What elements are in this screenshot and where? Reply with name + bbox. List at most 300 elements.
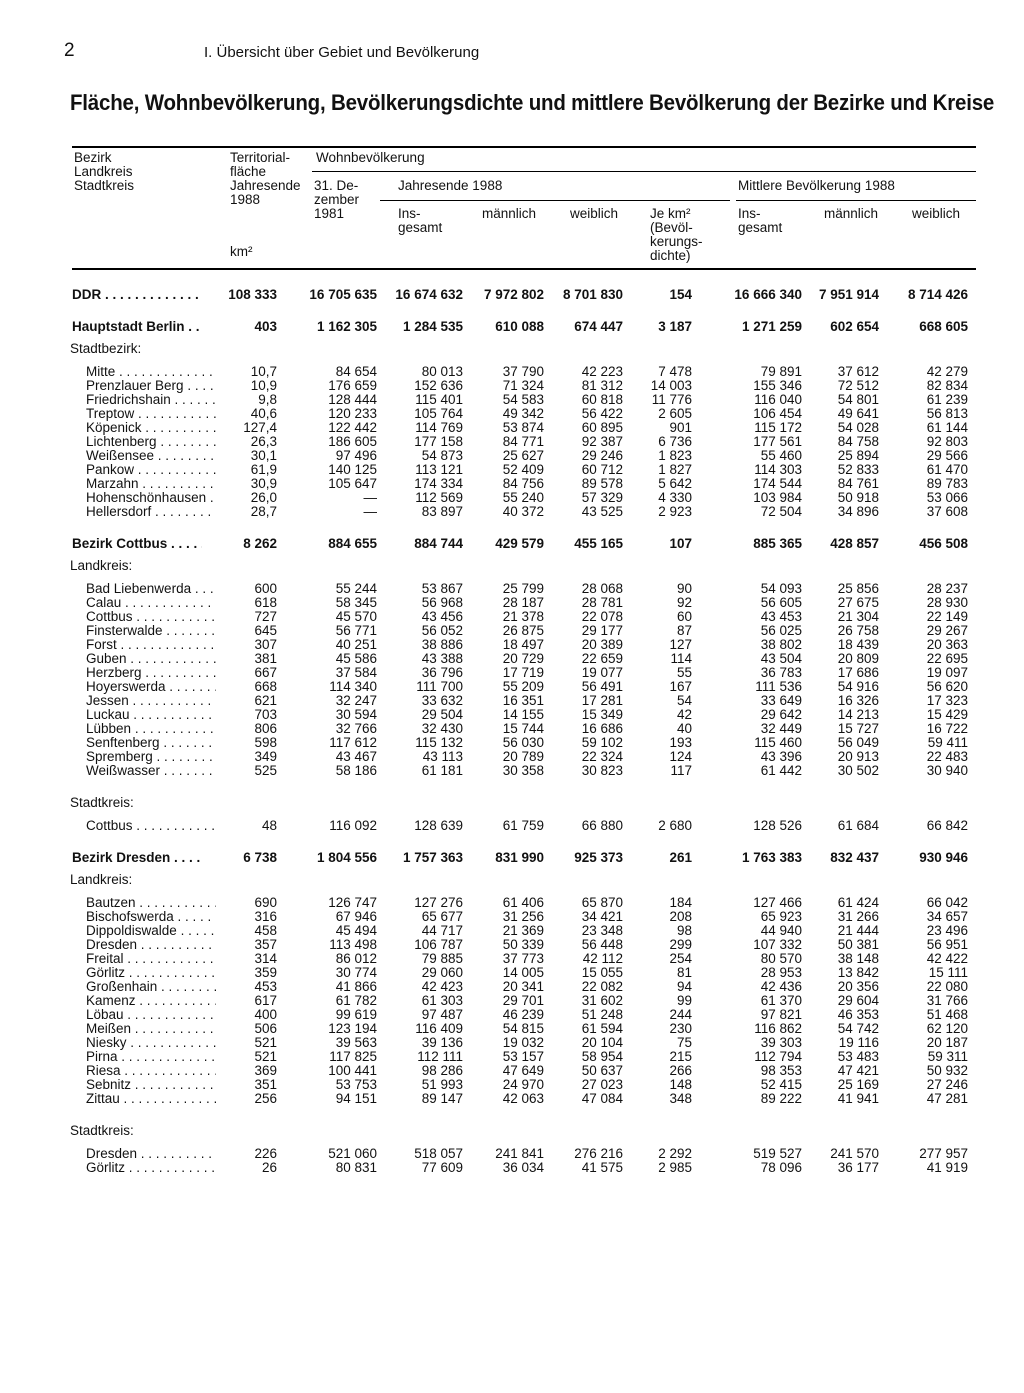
- row-label: Finsterwalde . . .: [86, 624, 216, 638]
- table-cell: 1 804 556: [316, 850, 377, 865]
- row-label: Dresden . . .: [86, 1147, 216, 1161]
- row-label: Riesa . . .: [86, 1064, 216, 1078]
- summary-row: [0, 320, 1024, 334]
- table-cell: 215: [669, 1049, 692, 1064]
- table-cell: 455 165: [574, 536, 623, 551]
- table-cell: 47 649: [502, 1063, 544, 1078]
- table-cell: 40: [676, 721, 692, 736]
- table-cell: 33 632: [421, 693, 463, 708]
- row-label: Calau . . .: [86, 596, 216, 610]
- table-cell: 13 842: [837, 965, 879, 980]
- table-cell: 17 686: [837, 665, 879, 680]
- row-label: Bischofswerda . . .: [86, 910, 216, 924]
- table-cell: —: [363, 504, 377, 519]
- table-cell: 674 447: [574, 319, 623, 334]
- table-cell: 37 773: [502, 951, 544, 966]
- table-row: [0, 407, 1024, 421]
- table-cell: 37 608: [926, 504, 968, 519]
- table-row: [0, 505, 1024, 519]
- table-cell: 90: [676, 581, 692, 596]
- table-cell: 103 984: [753, 490, 802, 505]
- table-cell: 55 460: [760, 448, 802, 463]
- table-cell: 519 527: [753, 1146, 802, 1161]
- table-cell: 9,8: [258, 392, 277, 407]
- table-cell: 56 605: [760, 595, 802, 610]
- table-cell: 54 028: [837, 420, 879, 435]
- header-unit-km2: km²: [230, 244, 253, 259]
- table-cell: 8 701 830: [562, 287, 623, 302]
- header-group-jahresende-1988: Jahresende 1988: [398, 178, 503, 193]
- table-cell: 61 782: [335, 993, 377, 1008]
- table-cell: 29 177: [581, 623, 623, 638]
- table-cell: 71 324: [502, 378, 544, 393]
- table-cell: 106 787: [414, 937, 463, 952]
- header-col-flaeche: Territorial- fläche Jahresende 1988: [230, 150, 301, 207]
- table-cell: 43 113: [422, 749, 463, 764]
- table-cell: 89 222: [760, 1091, 802, 1106]
- table-cell: 314: [254, 951, 277, 966]
- header-rule-jahr: [380, 200, 730, 201]
- table-cell: 25 856: [837, 581, 879, 596]
- table-cell: 884 744: [414, 536, 463, 551]
- row-label: Hellersdorf . . .: [86, 505, 216, 519]
- table-cell: 5 642: [658, 476, 692, 491]
- table-cell: 39 303: [760, 1035, 802, 1050]
- table-cell: 89 783: [926, 476, 968, 491]
- table-cell: 105 647: [328, 476, 377, 491]
- row-label: Hauptstadt Berlin . . .: [72, 320, 202, 334]
- table-cell: 21 369: [502, 923, 544, 938]
- table-cell: 52 415: [760, 1077, 802, 1092]
- table-row: [0, 736, 1024, 750]
- table-cell: 56 049: [837, 735, 879, 750]
- table-cell: 79 885: [421, 951, 463, 966]
- table-cell: 61 303: [421, 993, 463, 1008]
- table-cell: 349: [254, 749, 277, 764]
- table-cell: 244: [669, 1007, 692, 1022]
- table-cell: 884 655: [328, 536, 377, 551]
- table-cell: 39 563: [335, 1035, 377, 1050]
- table-cell: 456 508: [919, 536, 968, 551]
- table-cell: 61 181: [421, 763, 463, 778]
- table-cell: 38 886: [421, 637, 463, 652]
- table-cell: 61 759: [502, 818, 544, 833]
- table-cell: 22 082: [581, 979, 623, 994]
- row-label: Cottbus . . .: [86, 610, 216, 624]
- table-cell: 34 896: [837, 504, 879, 519]
- table-cell: 127 276: [414, 895, 463, 910]
- table-row: [0, 1008, 1024, 1022]
- table-cell: 176 659: [328, 378, 377, 393]
- table-cell: 25 169: [837, 1077, 879, 1092]
- table-cell: 16 674 632: [395, 287, 463, 302]
- table-cell: 22 695: [926, 651, 968, 666]
- table-cell: 7 951 914: [818, 287, 879, 302]
- table-cell: 43 388: [421, 651, 463, 666]
- table-row: [0, 379, 1024, 393]
- table-cell: 177 561: [753, 434, 802, 449]
- table-cell: 98 286: [421, 1063, 463, 1078]
- table-cell: 19 032: [502, 1035, 544, 1050]
- table-cell: 45 586: [335, 651, 377, 666]
- table-cell: 30 502: [837, 763, 879, 778]
- table-cell: 37 584: [335, 665, 377, 680]
- table-cell: 61 684: [837, 818, 879, 833]
- table-cell: 78 096: [760, 1160, 802, 1175]
- section-label: Stadtbezirk:: [70, 341, 142, 356]
- table-cell: 27 246: [926, 1077, 968, 1092]
- table-cell: 14 213: [837, 707, 879, 722]
- table-cell: 2 605: [658, 406, 692, 421]
- table-cell: 1 757 363: [402, 850, 463, 865]
- table-cell: 51 248: [581, 1007, 623, 1022]
- table-cell: 690: [254, 895, 277, 910]
- table-cell: 617: [254, 993, 277, 1008]
- table-cell: 901: [669, 420, 692, 435]
- table-cell: 100 441: [328, 1063, 377, 1078]
- table-cell: 17 281: [581, 693, 623, 708]
- table-cell: 114 769: [415, 420, 463, 435]
- table-cell: 2 292: [658, 1146, 692, 1161]
- table-cell: 17 323: [926, 693, 968, 708]
- table-cell: 53 483: [837, 1049, 879, 1064]
- table-cell: 56 491: [581, 679, 623, 694]
- table-cell: 62 120: [926, 1021, 968, 1036]
- table-cell: 50 637: [581, 1063, 623, 1078]
- table-cell: 148: [669, 1077, 692, 1092]
- table-cell: 92 803: [926, 434, 968, 449]
- row-label: Hohenschönhausen . . .: [86, 491, 216, 505]
- table-cell: 22 078: [581, 609, 623, 624]
- table-cell: 32 449: [760, 721, 802, 736]
- table-cell: 114 340: [329, 679, 377, 694]
- table-cell: 66 842: [926, 818, 968, 833]
- summary-row: [0, 537, 1024, 551]
- table-cell: 113 121: [415, 462, 463, 477]
- table-cell: 45 494: [335, 923, 377, 938]
- section-label: Stadtkreis:: [70, 1123, 134, 1138]
- table-row: [0, 1092, 1024, 1106]
- table-cell: 154: [669, 287, 692, 302]
- table-cell: 34 657: [926, 909, 968, 924]
- table-cell: 89 578: [581, 476, 623, 491]
- row-label: Lübben . . .: [86, 722, 216, 736]
- table-cell: 14 005: [502, 965, 544, 980]
- table-cell: 86 012: [335, 951, 377, 966]
- table-cell: 25 627: [502, 448, 544, 463]
- table-cell: 600: [254, 581, 277, 596]
- table-row: [0, 1022, 1024, 1036]
- table-cell: 105 764: [414, 406, 463, 421]
- header-col-mittl-maennlich: männlich: [824, 206, 879, 221]
- table-cell: 56 448: [581, 937, 623, 952]
- row-label: Prenzlauer Berg . . .: [86, 379, 216, 393]
- row-label: Marzahn . . .: [86, 477, 216, 491]
- table-cell: 128 526: [753, 818, 802, 833]
- table-cell: 123 194: [328, 1021, 377, 1036]
- page-number: 2: [64, 40, 75, 61]
- row-label: Treptow . . .: [86, 407, 216, 421]
- table-cell: 429 579: [495, 536, 544, 551]
- table-cell: 61 442: [760, 763, 802, 778]
- table-cell: 30 823: [581, 763, 623, 778]
- table-cell: 453: [254, 979, 277, 994]
- table-cell: 7 972 802: [483, 287, 544, 302]
- table-cell: 23 348: [581, 923, 623, 938]
- table-cell: 31 256: [502, 909, 544, 924]
- row-label: Großenhain . . .: [86, 980, 216, 994]
- table-cell: 403: [254, 319, 277, 334]
- table-cell: 47 421: [837, 1063, 879, 1078]
- table-cell: 84 654: [335, 364, 377, 379]
- table-cell: 66 880: [581, 818, 623, 833]
- table-cell: 26 875: [502, 623, 544, 638]
- row-label: Forst . . .: [86, 638, 216, 652]
- table-cell: 115 460: [754, 735, 802, 750]
- table-cell: 7 478: [658, 364, 692, 379]
- table-cell: 1 827: [658, 462, 692, 477]
- table-cell: 381: [254, 651, 277, 666]
- table-cell: 117 612: [329, 735, 377, 750]
- table-cell: 24 970: [502, 1077, 544, 1092]
- table-cell: 30 358: [502, 763, 544, 778]
- table-cell: 20 809: [837, 651, 879, 666]
- table-cell: 27 675: [837, 595, 879, 610]
- table-cell: 126 747: [328, 895, 377, 910]
- table-cell: 167: [669, 679, 692, 694]
- table-cell: 186 605: [328, 434, 377, 449]
- row-label: Köpenick . . .: [86, 421, 216, 435]
- table-cell: 32 247: [335, 693, 377, 708]
- row-label: Guben . . .: [86, 652, 216, 666]
- table-cell: 54 873: [421, 448, 463, 463]
- table-cell: 43 467: [335, 749, 377, 764]
- table-row: [0, 910, 1024, 924]
- table-cell: 30,1: [250, 448, 277, 463]
- table-cell: 127 466: [753, 895, 802, 910]
- table-cell: 116 040: [754, 392, 802, 407]
- section-label: Stadtkreis:: [70, 795, 134, 810]
- table-cell: 112 111: [417, 1049, 463, 1064]
- table-row: [0, 638, 1024, 652]
- table-row: [0, 624, 1024, 638]
- table-cell: 72 504: [760, 504, 802, 519]
- table-cell: 18 497: [502, 637, 544, 652]
- table-cell: 28,7: [250, 504, 277, 519]
- table-cell: 42 436: [760, 979, 802, 994]
- table-cell: 43 456: [421, 609, 463, 624]
- table-cell: 14 003: [650, 378, 692, 393]
- table-cell: 127,4: [243, 420, 277, 435]
- header-col-mittl-insgesamt: Ins- gesamt: [738, 206, 783, 235]
- table-cell: 37 612: [837, 364, 879, 379]
- table-cell: 59 102: [581, 735, 623, 750]
- row-label: Dippoldiswalde . . .: [86, 924, 216, 938]
- table-cell: 55: [676, 665, 692, 680]
- table-cell: 66 042: [926, 895, 968, 910]
- row-label: Meißen . . .: [86, 1022, 216, 1036]
- table-cell: 831 990: [495, 850, 544, 865]
- table-row: [0, 764, 1024, 778]
- table-cell: 42: [676, 707, 692, 722]
- table-cell: 351: [254, 1077, 277, 1092]
- table-cell: 152 636: [414, 378, 463, 393]
- table-cell: 38 148: [837, 951, 879, 966]
- table-cell: 428 857: [830, 536, 879, 551]
- table-cell: 84 756: [502, 476, 544, 491]
- table-cell: 36 034: [502, 1160, 544, 1175]
- table-cell: 20 913: [837, 749, 879, 764]
- table-cell: 53 066: [926, 490, 968, 505]
- section-label: Landkreis:: [70, 558, 133, 573]
- table-cell: 43 504: [760, 651, 802, 666]
- row-label: Weißensee . . .: [86, 449, 216, 463]
- table-cell: 108 333: [228, 287, 277, 302]
- table-cell: 11 776: [651, 392, 692, 407]
- table-cell: 668 605: [919, 319, 968, 334]
- table-cell: 37 790: [502, 364, 544, 379]
- table-cell: 54 801: [837, 392, 879, 407]
- table-cell: 51 993: [421, 1077, 463, 1092]
- table-cell: 61 239: [926, 392, 968, 407]
- table-cell: 56 813: [926, 406, 968, 421]
- table-cell: 19 097: [926, 665, 968, 680]
- table-cell: 18 439: [837, 637, 879, 652]
- table-cell: 80 013: [421, 364, 463, 379]
- table-cell: 42 223: [581, 364, 623, 379]
- table-cell: 115 401: [415, 392, 463, 407]
- table-cell: 41 941: [837, 1091, 879, 1106]
- table-cell: 94: [676, 979, 692, 994]
- table-cell: 20 104: [581, 1035, 623, 1050]
- table-cell: 359: [254, 965, 277, 980]
- table-cell: 369: [254, 1063, 277, 1078]
- table-cell: 65 923: [760, 909, 802, 924]
- table-cell: 15 744: [502, 721, 544, 736]
- row-label: Spremberg . . .: [86, 750, 216, 764]
- table-cell: 29 504: [421, 707, 463, 722]
- row-label: Sebnitz . . .: [86, 1078, 216, 1092]
- table-cell: 174 544: [753, 476, 802, 491]
- table-cell: 29 604: [837, 993, 879, 1008]
- table-cell: 806: [254, 721, 277, 736]
- row-label: Görlitz . . .: [86, 966, 216, 980]
- table-cell: 8 262: [243, 536, 277, 551]
- table-cell: 128 444: [328, 392, 377, 407]
- table-cell: 55 209: [502, 679, 544, 694]
- table-cell: 20 789: [502, 749, 544, 764]
- table-cell: 31 602: [581, 993, 623, 1008]
- table-cell: 61 594: [581, 1021, 623, 1036]
- table-cell: 226: [254, 1146, 277, 1161]
- table-cell: 55 240: [502, 490, 544, 505]
- table-row: [0, 1050, 1024, 1064]
- table-cell: 2 923: [658, 504, 692, 519]
- table-cell: 23 496: [926, 923, 968, 938]
- table-cell: 61 370: [760, 993, 802, 1008]
- table-cell: 41 575: [581, 1160, 623, 1175]
- table-cell: 60 895: [581, 420, 623, 435]
- table-cell: 42 279: [926, 364, 968, 379]
- table-cell: 40 251: [335, 637, 377, 652]
- table-cell: 6 738: [243, 850, 277, 865]
- table-cell: 50 339: [502, 937, 544, 952]
- table-cell: 56 030: [502, 735, 544, 750]
- row-label: Lichtenberg . . .: [86, 435, 216, 449]
- table-cell: 42 063: [502, 1091, 544, 1106]
- table-cell: 16 686: [581, 721, 623, 736]
- table-cell: 400: [254, 1007, 277, 1022]
- table-row: [0, 1147, 1024, 1161]
- table-cell: 277 957: [919, 1146, 968, 1161]
- table-cell: 39 136: [421, 1035, 463, 1050]
- header-group-wohnbevoelkerung: Wohnbevölkerung: [316, 150, 425, 165]
- table-cell: 266: [669, 1063, 692, 1078]
- table-cell: 506: [254, 1021, 277, 1036]
- table-cell: 40 372: [502, 504, 544, 519]
- row-label: Cottbus . . .: [86, 819, 216, 833]
- table-cell: 81: [676, 965, 692, 980]
- table-cell: 58 186: [335, 763, 377, 778]
- table-row: [0, 1064, 1024, 1078]
- table-row: [0, 477, 1024, 491]
- table-row: [0, 896, 1024, 910]
- table-cell: 36 177: [837, 1160, 879, 1175]
- table-cell: 72 512: [837, 378, 879, 393]
- table-cell: 930 946: [919, 850, 968, 865]
- header-col-weiblich: weiblich: [570, 206, 619, 221]
- table-cell: 316: [254, 909, 277, 924]
- table-cell: 48: [261, 818, 277, 833]
- table-cell: 31 766: [926, 993, 968, 1008]
- table-cell: 14 155: [502, 707, 544, 722]
- table-cell: 120 233: [328, 406, 377, 421]
- table-cell: 184: [669, 895, 692, 910]
- table-cell: 925 373: [574, 850, 623, 865]
- table-cell: 10,9: [250, 378, 277, 393]
- table-cell: 26,3: [250, 434, 277, 449]
- table-cell: 261: [669, 850, 692, 865]
- table-cell: 602 654: [830, 319, 879, 334]
- table-cell: 256: [254, 1091, 277, 1106]
- header-col-bezirk: Bezirk Landkreis Stadtkreis: [74, 150, 135, 193]
- table-cell: 43 453: [760, 609, 802, 624]
- table-cell: 54 916: [837, 679, 879, 694]
- table-cell: 98 353: [760, 1063, 802, 1078]
- table-cell: 87: [676, 623, 692, 638]
- table-cell: 52 409: [502, 462, 544, 477]
- table-row: [0, 582, 1024, 596]
- table-cell: 15 429: [926, 707, 968, 722]
- table-cell: 80 831: [335, 1160, 377, 1175]
- table-cell: 53 157: [502, 1049, 544, 1064]
- table-cell: 56 025: [760, 623, 802, 638]
- table-cell: 83 897: [421, 504, 463, 519]
- table-cell: 60: [676, 609, 692, 624]
- table-cell: 49 342: [502, 406, 544, 421]
- table-cell: 94 151: [335, 1091, 377, 1106]
- table-cell: 117: [670, 763, 692, 778]
- table-cell: 521: [254, 1049, 277, 1064]
- table-cell: 67 946: [335, 909, 377, 924]
- table-row: [0, 421, 1024, 435]
- table-row: [0, 666, 1024, 680]
- table-row: [0, 610, 1024, 624]
- table-row: [0, 994, 1024, 1008]
- table-cell: 727: [254, 609, 277, 624]
- table-cell: 645: [254, 623, 277, 638]
- table-cell: 117 825: [329, 1049, 377, 1064]
